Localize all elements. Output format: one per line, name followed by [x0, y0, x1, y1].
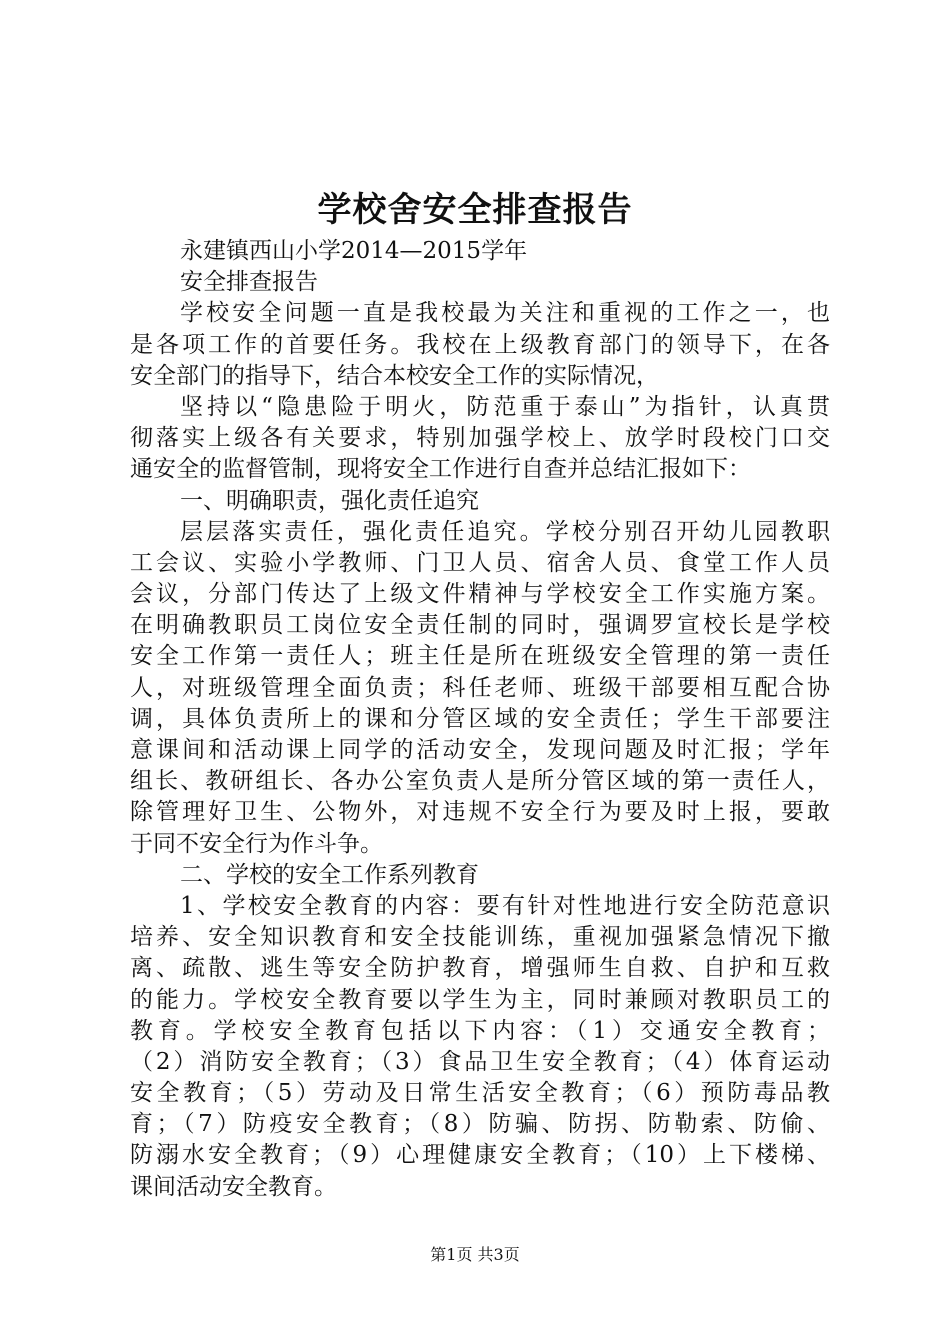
paragraph-line: 层层落实责任，强化责任追究。学校分别召开幼儿园教职 [180, 518, 830, 545]
paragraph-line: 调，具体负责所上的课和分管区域的安全责任；学生干部要注 [130, 705, 830, 732]
paragraph-line: 于同不安全行为作斗争。 [130, 830, 383, 857]
paragraph-line: 组长、教研组长、各办公室负责人是所分管区域的第一责任人， [130, 768, 830, 795]
paragraph-line: 安全教育；（5）劳动及日常生活安全教育；（6）预防毒品教 [130, 1080, 830, 1107]
paragraph-line: 的能力。学校安全教育要以学生为主，同时兼顾对教职员工的 [130, 986, 830, 1013]
section-heading: 二、学校的安全工作系列教育 [180, 861, 479, 888]
page-footer: 第1页 共3页 [430, 1245, 520, 1264]
paragraph-line: 育；（7）防疫安全教育；（8）防骗、防拐、防勒索、防偷、 [130, 1111, 830, 1138]
text-line: 永建镇西山小学2014—2015学年 [180, 238, 528, 264]
paragraph-line: 彻落实上级各有关要求，特别加强学校上、放学时段校门口交 [130, 425, 830, 452]
paragraph-line: 意课间和活动课上同学的活动安全，发现问题及时汇报；学年 [130, 737, 830, 763]
document-title: 学校舍安全排查报告 [317, 190, 633, 230]
paragraph-line: 是各项工作的首要任务。我校在上级教育部门的领导下，在各 [130, 331, 830, 358]
paragraph-line: 安全工作第一责任人；班主任是所在班级安全管理的第一责任 [130, 643, 830, 670]
paragraph-line: 离、疏散、逃生等安全防护教育，增强师生自救、自护和互救 [130, 955, 830, 982]
paragraph-line: 工会议、实验小学教师、门卫人员、宿舍人员、食堂工作人员 [130, 549, 830, 576]
paragraph-line: 除管理好卫生、公物外，对违规不安全行为要及时上报，要敢 [130, 799, 830, 826]
paragraph-line: 坚持以“隐患险于明火，防范重于泰山”为指针，认真贯 [180, 393, 830, 420]
paragraph-line: 人，对班级管理全面负责；科任老师、班级干部要相互配合协 [130, 674, 830, 701]
paragraph-line: 会议，分部门传达了上级文件精神与学校安全工作实施方案。 [130, 581, 830, 608]
paragraph-line: 培养、安全知识教育和安全技能训练，重视加强紧急情况下撤 [130, 924, 830, 951]
paragraph-line: 教育。学校安全教育包括以下内容：（1）交通安全教育； [130, 1017, 830, 1044]
text-line: 安全排查报告 [180, 269, 318, 296]
paragraph-line: 通安全的监督管制，现将安全工作进行自查并总结汇报如下： [130, 456, 751, 483]
paragraph-line: （2）消防安全教育；（3）食品卫生安全教育；（4）体育运动 [130, 1048, 830, 1075]
paragraph-line: 防溺水安全教育；（9）心理健康安全教育；（10）上下楼梯、 [130, 1142, 830, 1169]
paragraph-line: 安全部门的指导下，结合本校安全工作的实际情况， [130, 362, 659, 389]
paragraph-line: 在明确教职员工岗位安全责任制的同时，强调罗宣校长是学校 [130, 612, 830, 639]
document-body [130, 236, 830, 1203]
paragraph-line: 1、学校安全教育的内容：要有针对性地进行安全防范意识 [180, 892, 830, 919]
section-heading: 一、明确职责，强化责任追究 [180, 487, 479, 514]
paragraph-line: 学校安全问题一直是我校最为关注和重视的工作之一，也 [180, 300, 830, 327]
paragraph-line: 课间活动安全教育。 [130, 1173, 337, 1200]
